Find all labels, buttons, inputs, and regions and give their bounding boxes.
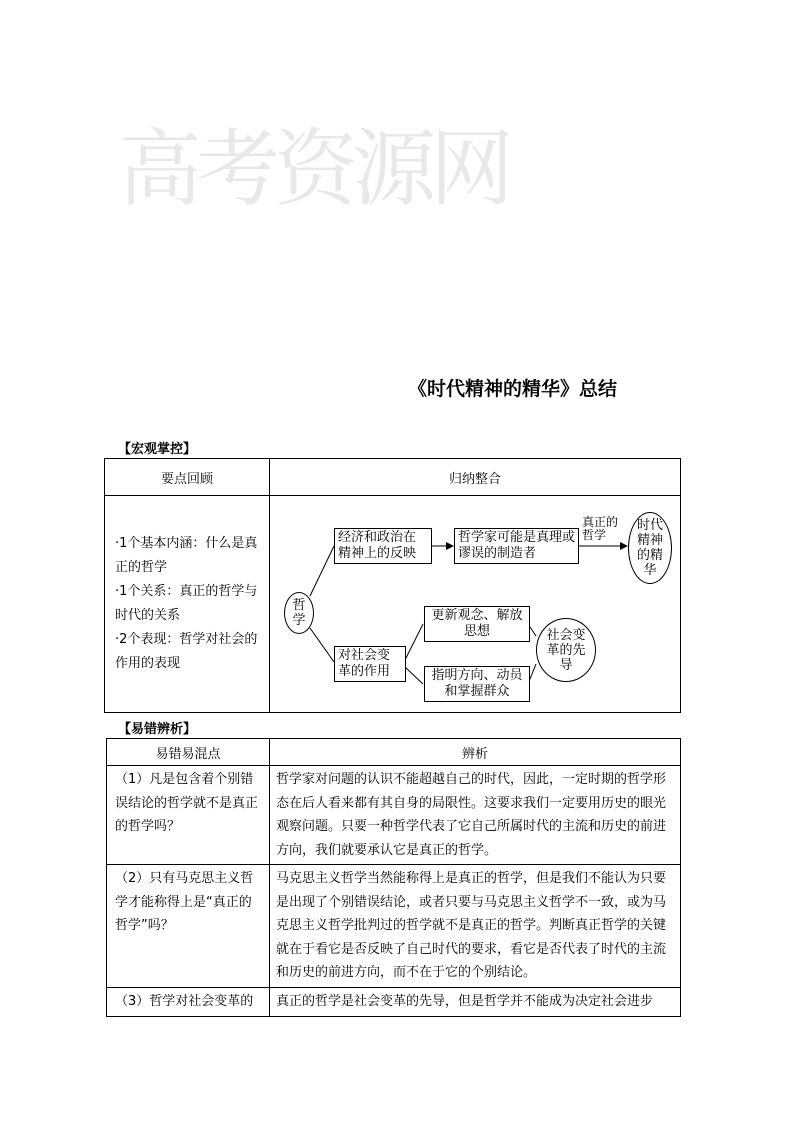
node-reflection: 经济和政治在精神上的反映	[334, 528, 432, 564]
node-guide-masses: 指明方向、动员和掌握群众	[424, 666, 530, 702]
label-true-philosophy: 真正的哲学	[582, 515, 619, 542]
node-vanguard: 社会变革的先导	[536, 618, 596, 682]
header-misconception: 易错易混点	[107, 739, 270, 766]
node-social-role: 对社会变革的作用	[334, 646, 406, 682]
node-update-concepts: 更新观念、解放思想	[424, 606, 530, 642]
key-point-2: ·1个关系：真正的哲学与时代的关系	[115, 584, 258, 623]
misconception-question: （2）只有马克思主义哲学才能称得上是“真正的哲学”吗？	[107, 865, 270, 988]
connector-root-bottom	[310, 628, 334, 662]
node-essence-of-era: 时代精神的精华	[628, 512, 672, 584]
header-analysis: 辨析	[270, 739, 681, 766]
header-summary: 归纳整合	[270, 459, 681, 496]
misconception-answer: 马克思主义哲学当然能称得上是真正的哲学，但是我们不能认为只要是出现了个别错误结论，或者只要与马克思主义哲学不一致，或为马克思主义哲学批判过的哲学就不是真正的哲学。判断真正哲学的关键就在于看它是否反映了自己时代的要求，看它是否代表了时代的主流和历史的前进方向，而不在于它的个别结论。	[270, 865, 681, 988]
header-key-points: 要点回顾	[105, 459, 270, 496]
overview-header-row	[105, 459, 681, 496]
concept-diagram-cell	[270, 496, 681, 713]
misconceptions-header-row	[107, 739, 681, 766]
table-row	[107, 865, 681, 988]
misconceptions-table	[106, 738, 681, 1017]
misconception-question: （1）凡是包含着个别错误结论的哲学就不是真正的哲学吗？	[107, 766, 270, 865]
connector-bottom-upper	[404, 624, 423, 662]
table-row	[107, 987, 681, 1016]
root-node-philosophy: 哲学	[284, 592, 314, 634]
misconception-answer: 哲学家对问题的认识不能超越自己的时代，因此，一定时期的哲学形态在后人看来都有其自身的局限性。这要求我们一定要用历史的眼光观察问题。只要一种哲学代表了它自己所属时代的主流和历史的前进方向，我们就要承认它是真正的哲学。	[270, 766, 681, 865]
connector-bottom-lower	[404, 666, 423, 684]
overview-body-row	[105, 496, 681, 713]
key-point-1: ·1个基本内涵：什么是真正的哲学	[115, 536, 258, 575]
section-label-overview: 【宏观掌控】	[118, 442, 197, 457]
misconception-question: （3）哲学对社会变革的	[107, 987, 270, 1016]
table-row	[107, 766, 681, 865]
page-title: 《时代精神的精华》总结	[408, 378, 618, 400]
key-point-3: ·2个表现：哲学对社会的作用的表现	[115, 632, 258, 671]
watermark-logo: 高考资源网	[118, 120, 509, 218]
key-points-cell	[105, 496, 270, 713]
misconception-answer: 真正的哲学是社会变革的先导，但是哲学并不能成为决定社会进步	[270, 987, 681, 1016]
section-label-misconceptions: 【易错辨析】	[118, 722, 197, 737]
connector-root-top	[310, 546, 334, 596]
concept-diagram	[270, 496, 680, 712]
overview-table	[104, 458, 681, 713]
node-philosopher: 哲学家可能是真理或谬误的制造者	[454, 528, 579, 564]
